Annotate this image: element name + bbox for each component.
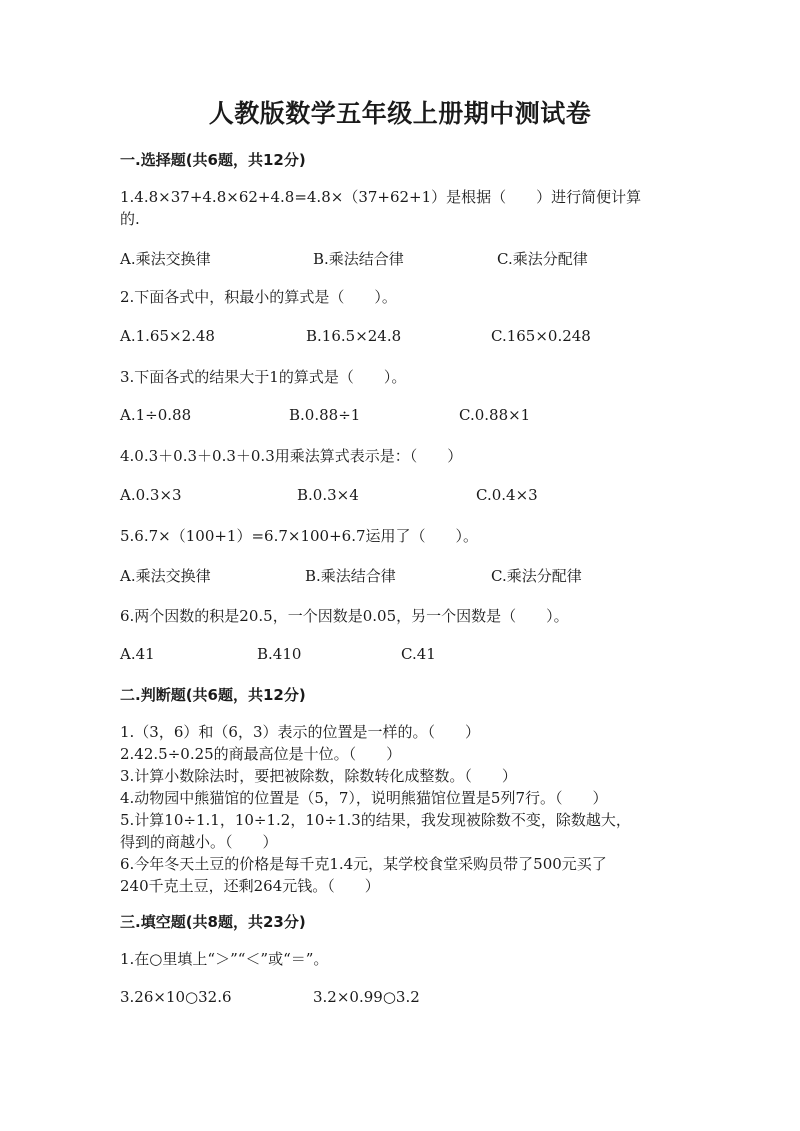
question-6-option-b: B.410 <box>257 645 302 663</box>
question-2-line-1: 2.下面各式中，积最小的算式是（ ）。 <box>120 288 397 306</box>
question-1-option-c: C.乘法分配律 <box>497 250 588 268</box>
question-6-option-c: C.41 <box>401 645 436 663</box>
question-4-option-a: A.0.3×3 <box>120 486 182 504</box>
judgement-line-3: 3.计算小数除法时，要把被除数，除数转化成整数。（ ） <box>120 767 517 785</box>
question-1-line-1: 1.4.8×37+4.8×62+4.8=4.8×（37+62+1）是根据（ ）进行简便计算 <box>120 188 642 206</box>
question-3-option-a: A.1÷0.88 <box>120 406 192 424</box>
question-4-line-1: 4.0.3＋0.3＋0.3＋0.3用乘法算式表示是：（ ） <box>120 447 463 465</box>
question-3-option-c: C.0.88×1 <box>459 406 531 424</box>
question-1-option-a: A.乘法交换律 <box>120 250 211 268</box>
judgement-line-7: 6.今年冬天土豆的价格是每千克1.4元，某学校食堂采购员带了500元买了 <box>120 855 607 873</box>
question-6-option-a: A.41 <box>120 645 155 663</box>
question-4-option-b: B.0.3×4 <box>297 486 359 504</box>
judgement-line-6: 得到的商越小。（ ） <box>120 833 278 851</box>
question-5-line-1: 5.6.7×（100+1）=6.7×100+6.7运用了（ ）。 <box>120 527 479 545</box>
question-2-option-a: A.1.65×2.48 <box>120 327 215 345</box>
section-heading-fill: 三.填空题(共8题，共23分) <box>120 913 306 931</box>
judgement-line-5: 5.计算10÷1.1，10÷1.2，10÷1.3的结果，我发现被除数不变，除数越大， <box>120 811 631 829</box>
question-5-option-b: B.乘法结合律 <box>305 567 396 585</box>
question-4-option-c: C.0.4×3 <box>476 486 538 504</box>
judgement-line-4: 4.动物园中熊猫馆的位置是（5，7），说明熊猫馆位置是5列7行。（ ） <box>120 789 608 807</box>
fill-item-2: 3.2×0.99○3.2 <box>313 988 420 1006</box>
section-heading-judgement: 二.判断题(共6题，共12分) <box>120 686 306 704</box>
section-heading-choice: 一.选择题(共6题，共12分) <box>120 151 306 169</box>
question-3-option-b: B.0.88÷1 <box>289 406 361 424</box>
judgement-line-1: 1.（3，6）和（6，3）表示的位置是一样的。（ ） <box>120 723 480 741</box>
question-1-line-2: 的. <box>120 210 140 228</box>
question-2-option-b: B.16.5×24.8 <box>306 327 402 345</box>
question-5-option-c: C.乘法分配律 <box>491 567 582 585</box>
page-title: 人教版数学五年级上册期中测试卷 <box>208 99 592 128</box>
question-3-line-1: 3.下面各式的结果大于1的算式是（ ）。 <box>120 368 407 386</box>
fill-item-1: 3.26×10○32.6 <box>120 988 232 1006</box>
judgement-line-2: 2.42.5÷0.25的商最高位是十位。（ ） <box>120 745 402 763</box>
question-5-option-a: A.乘法交换律 <box>120 567 211 585</box>
judgement-line-8: 240千克土豆，还剩264元钱。（ ） <box>120 877 380 895</box>
fill-question-1: 1.在○里填上“＞”“＜”或“＝”。 <box>120 950 329 968</box>
question-6-line-1: 6.两个因数的积是20.5，一个因数是0.05，另一个因数是（ ）。 <box>120 607 569 625</box>
question-1-option-b: B.乘法结合律 <box>313 250 404 268</box>
question-2-option-c: C.165×0.248 <box>491 327 591 345</box>
